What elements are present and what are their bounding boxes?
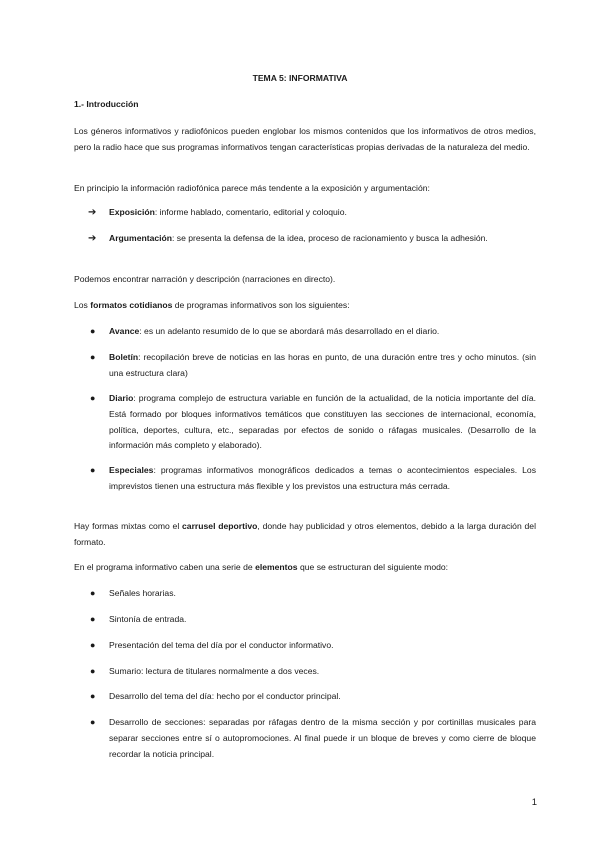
format-item-term: Diario xyxy=(109,393,134,403)
bullet-icon: ● xyxy=(90,588,96,598)
formats-intro xyxy=(74,298,536,314)
bullet-icon: ● xyxy=(90,393,96,403)
format-item-text: : es un adelanto resumido de lo que se abordará más desarrollado en el diario. xyxy=(139,326,440,336)
format-item-term: Especiales xyxy=(109,465,154,475)
principle-paragraph: En principio la información radiofónica parece más tendente a la exposición y argumentación: xyxy=(74,183,430,193)
bullet-icon: ● xyxy=(90,691,96,701)
page-number: 1 xyxy=(531,797,537,808)
section-heading: 1.- Introducción xyxy=(74,99,139,109)
format-item-text: : programa complejo de estructura variable en función de la actualidad, de la noticia importante del día. Está formado por bloques informativos temáticos que constituyen las secciones de internacional, economía, política, deportes, cultura, etc., separadas por efectos de sonido o ráfagas musicales. (Desarrollo de la información más completo y elaborado). xyxy=(109,393,536,451)
format-item-avance xyxy=(109,324,536,340)
element-item: Señales horarias. xyxy=(109,588,176,598)
narration-paragraph: Podemos encontrar narración y descripción (narraciones en directo). xyxy=(74,274,336,284)
elements-intro xyxy=(74,560,536,576)
page-title: TEMA 5: INFORMATIVA xyxy=(252,73,348,83)
elements-intro-before: En el programa informativo caben una serie de xyxy=(74,562,256,572)
mixed-paragraph-bold: carrusel deportivo xyxy=(182,521,258,531)
formats-intro-bold: formatos cotidianos xyxy=(90,300,173,310)
element-item: Desarrollo del tema del día: hecho por el conductor principal. xyxy=(109,691,341,701)
element-item: Sintonía de entrada. xyxy=(109,614,187,624)
format-item-term: Boletín xyxy=(109,352,139,362)
format-item-diario xyxy=(109,391,536,454)
element-item: Sumario: lectura de titulares normalmente a dos veces. xyxy=(109,666,320,676)
format-item-text: : programas informativos monográficos dedicados a temas o acontecimientos especiales. Los imprevistos tienen una estructura más flexible y los previstos una estructura más cerrada. xyxy=(109,465,536,491)
format-item-term: Avance xyxy=(109,326,140,336)
arrow-item-term: Argumentación xyxy=(109,233,173,243)
formats-intro-before: Los xyxy=(74,300,91,310)
elements-intro-after: que se estructuran del siguiente modo: xyxy=(297,562,449,572)
intro-paragraph: Los géneros informativos y radiofónicos pueden englobar los mismos contenidos que los informativos de otros medios, pero la radio hace que sus programas informativos tengan características propias derivadas de la naturaleza del medio. xyxy=(74,126,536,152)
format-item-especiales xyxy=(109,463,536,495)
elements-intro-bold: elementos xyxy=(255,562,298,572)
element-item: Presentación del tema del día por el conductor informativo. xyxy=(109,640,334,650)
format-item-text: : recopilación breve de noticias en las horas en punto, de una duración entre tres y ocho minutos. (sin una estructura clara) xyxy=(109,352,536,378)
bullet-icon: ● xyxy=(90,640,96,650)
mixed-paragraph-before: Hay formas mixtas como el xyxy=(74,521,183,531)
arrow-item-text: : informe hablado, comentario, editorial y coloquio. xyxy=(154,207,347,217)
arrow-right-icon: ➔ xyxy=(88,207,97,218)
mixed-paragraph-after: , donde hay publicidad y otros elementos, debido a la larga duración del formato. xyxy=(74,521,536,547)
arrow-item-argumentacion xyxy=(109,231,536,247)
arrow-item-exposicion xyxy=(109,205,536,221)
arrow-item-text: : se presenta la defensa de la idea, proceso de racionamiento y busca la adhesión. xyxy=(172,233,488,243)
bullet-icon: ● xyxy=(90,465,96,475)
bullet-icon: ● xyxy=(90,717,96,727)
bullet-icon: ● xyxy=(90,326,96,336)
arrow-right-icon: ➔ xyxy=(88,233,97,244)
bullet-icon: ● xyxy=(90,614,96,624)
arrow-item-term: Exposición xyxy=(109,207,155,217)
bullet-icon: ● xyxy=(90,352,96,362)
format-item-boletin xyxy=(109,350,536,382)
bullet-icon: ● xyxy=(90,666,96,676)
formats-intro-after: de programas informativos son los siguientes: xyxy=(172,300,350,310)
mixed-paragraph xyxy=(74,519,536,551)
element-item: Desarrollo de secciones: separadas por ráfagas dentro de la misma sección y por cortinillas musicales para separar secciones entre sí o autopromociones. Al final puede ir un bloque de breves y como cierre de bloque recordar la noticia principal. xyxy=(109,717,536,759)
